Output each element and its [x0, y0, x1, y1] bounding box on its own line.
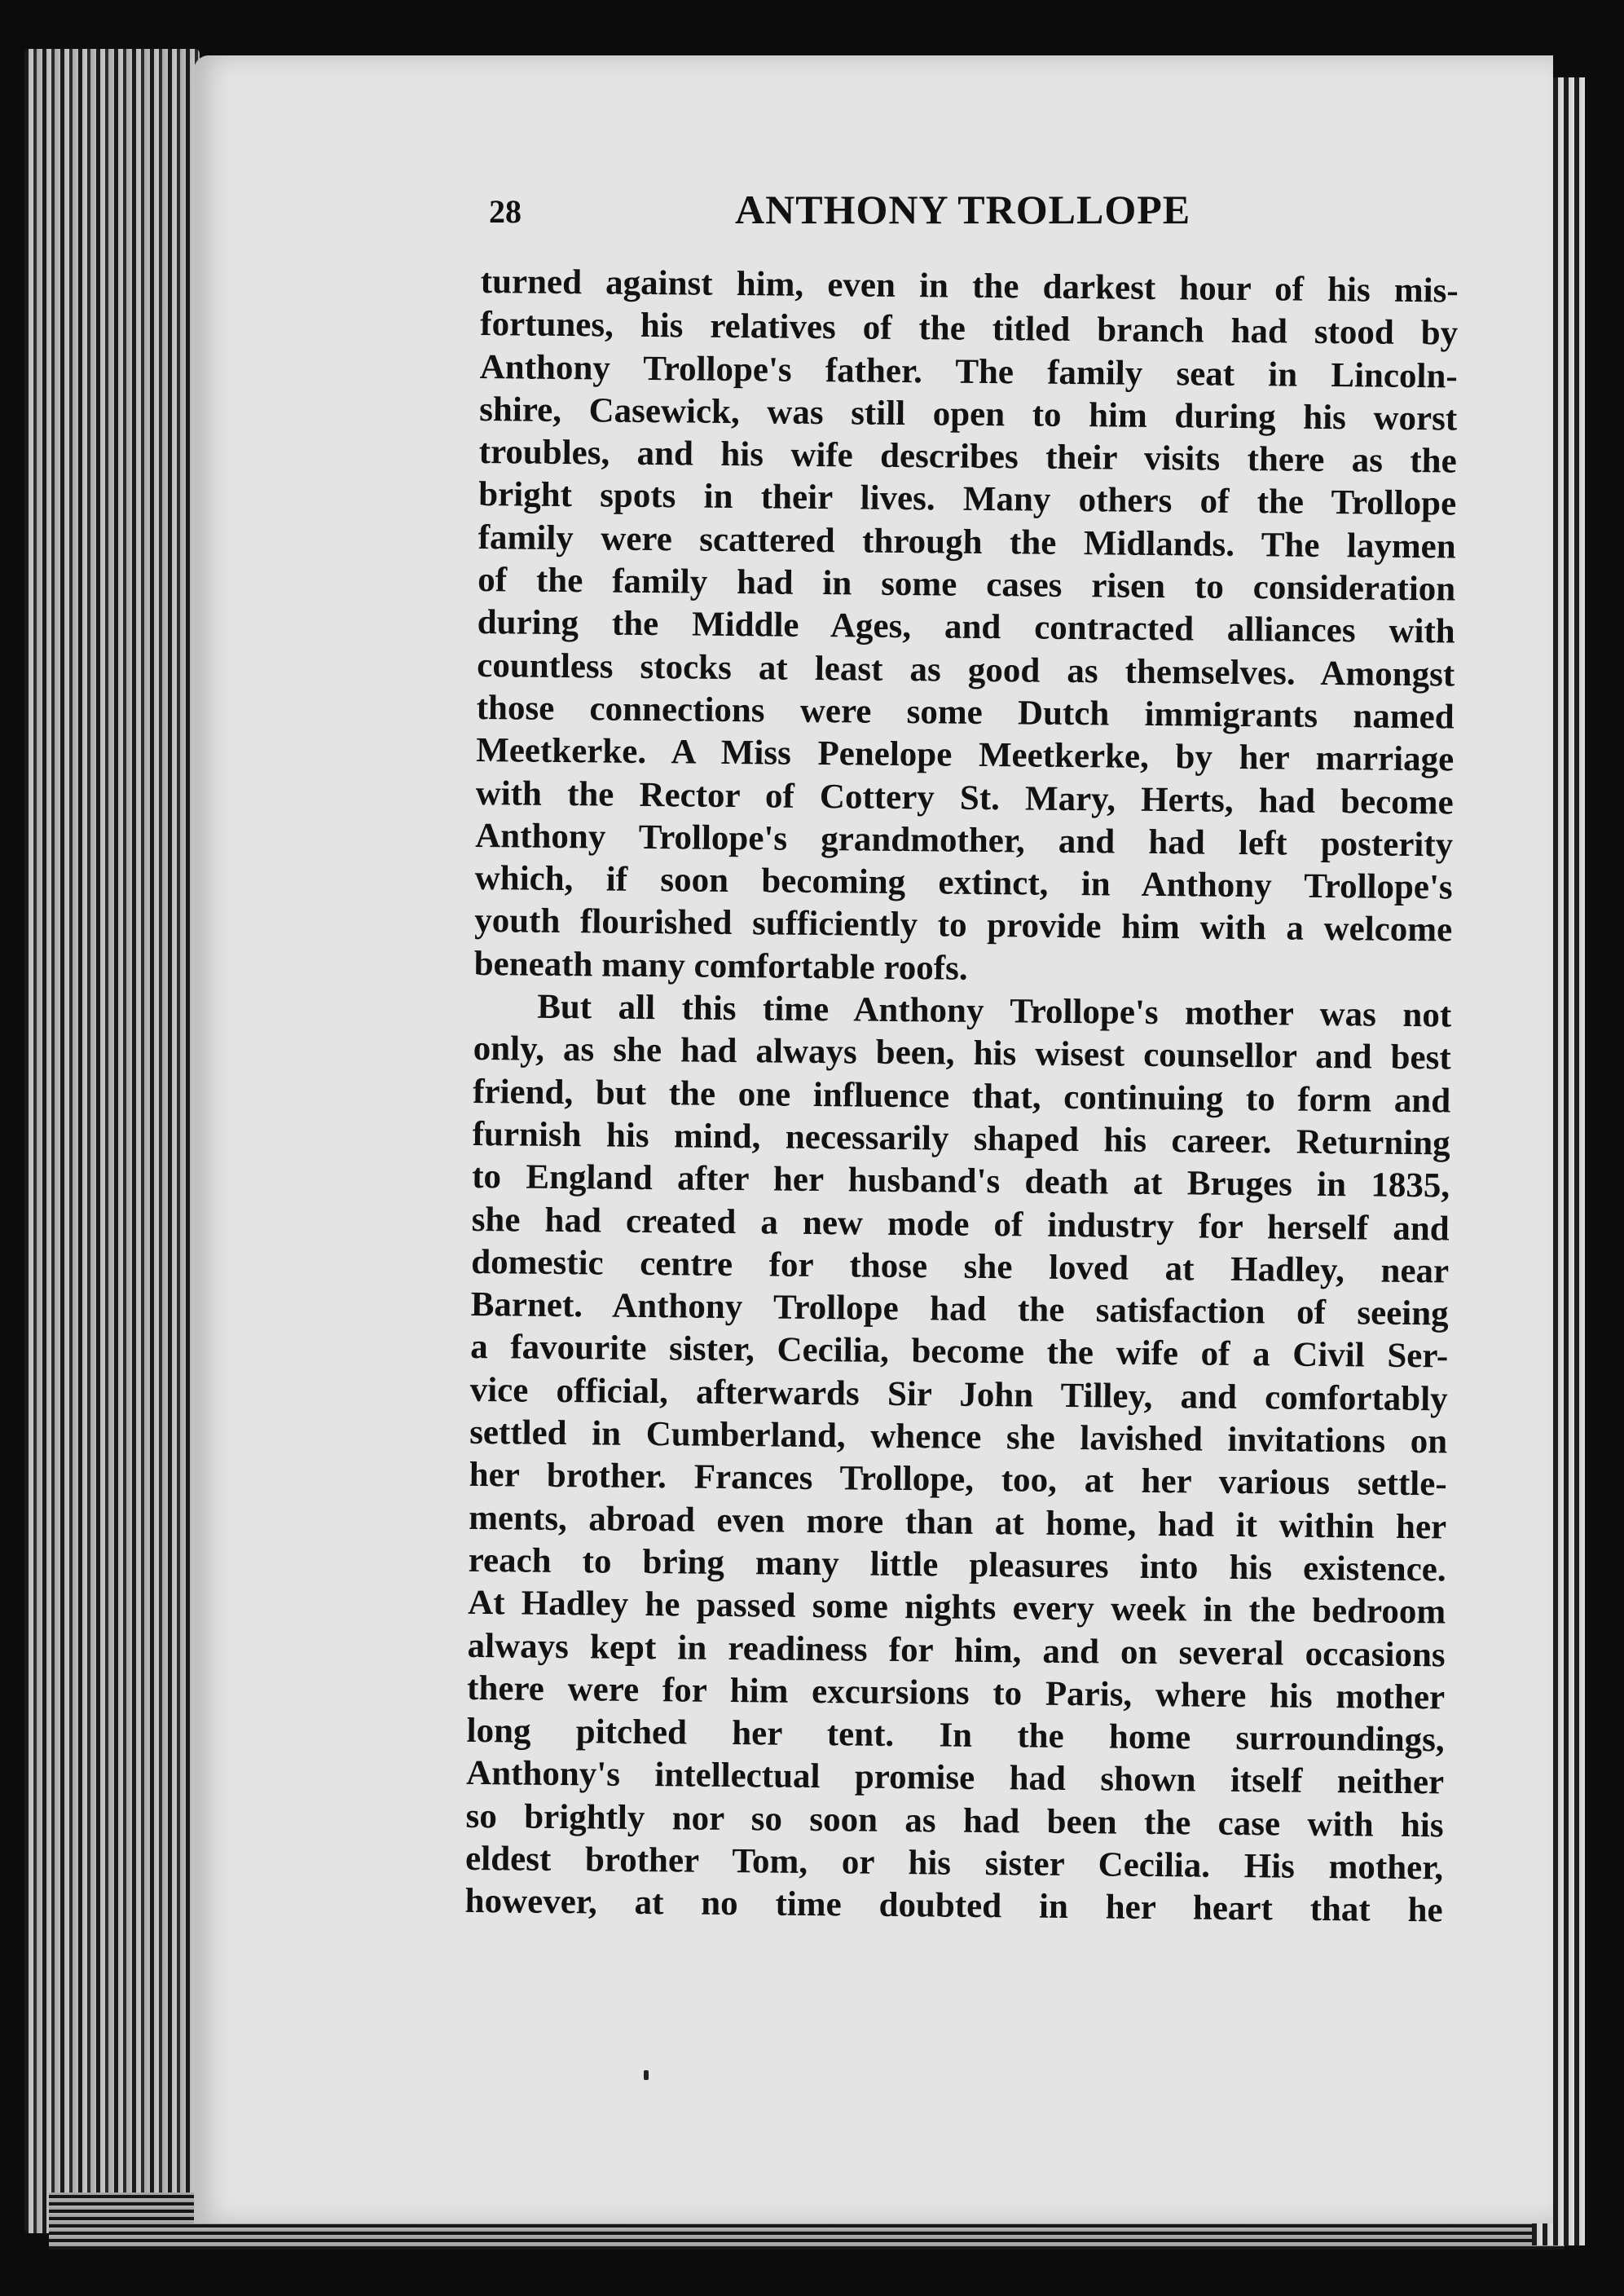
text-line: settled in Cumberland, whence she lavished invitations on [469, 1412, 1448, 1461]
text-line: family were scattered through the Midlands. The laymen [478, 518, 1456, 566]
text-line: troubles, and his wife describes their visits there as the [478, 433, 1457, 481]
text-line: those connections were some Dutch immigrants named [476, 688, 1455, 737]
text-line: during the Middle Ages, and contracted alliances with [477, 603, 1455, 651]
text-line: youth flourished sufficiently to provide him with a welcome [473, 901, 1453, 950]
text-line: she had created a new mode of industry for herself and [471, 1200, 1450, 1248]
text-line: a favourite sister, Cecilia, become the wife of a Civil Ser- [469, 1328, 1449, 1376]
text-line: turned against him, even in the darkest hour of his mis- [480, 262, 1459, 311]
text-line: bright spots in their lives. Many others of the Trollope [478, 475, 1457, 523]
page-edges-left [24, 49, 200, 2233]
text-line: domestic centre for those she loved at Hadley, near [470, 1242, 1450, 1291]
body-text [464, 261, 1459, 1932]
running-head: ANTHONY TROLLOPE [735, 187, 1191, 232]
text-line: always kept in readiness for him, and on several occasions [467, 1626, 1446, 1674]
ink-speck [644, 2070, 649, 2080]
text-line: beneath many comfortable roofs. [473, 944, 968, 988]
text-line: At Hadley he passed some nights every week in the bedroom [467, 1584, 1446, 1632]
page-header [489, 186, 1239, 251]
text-line: furnish his mind, necessarily shaped his career. Returning [472, 1114, 1450, 1163]
text-line: fortunes, his relatives of the titled branch had stood by [480, 305, 1459, 353]
text-line: countless stocks at least as good as themselves. Amongst [477, 646, 1455, 694]
text-line: her brother. Frances Trollope, too, at her various settle- [469, 1456, 1447, 1504]
page-number: 28 [489, 193, 522, 230]
text-line: reach to bring many little pleasures into his existence. [468, 1540, 1446, 1589]
text-line: with the Rector of Cottery St. Mary, Herts, had become [475, 773, 1454, 822]
text-line: But all this time Anthony Trollope's mother was not [536, 987, 1452, 1035]
text-line: however, at no time doubted in her heart that he [464, 1882, 1443, 1930]
text-line: Barnet. Anthony Trollope had the satisfaction of seeing [470, 1285, 1449, 1333]
text-line: Anthony Trollope's grandmother, and had left posterity [475, 816, 1454, 865]
text-line: long pitched her tent. In the home surroundings, [466, 1712, 1445, 1760]
text-line: to England after her husband's death at Bruges in 1835, [471, 1157, 1450, 1205]
text-line: so brightly nor so soon as had been the case with his [465, 1796, 1444, 1845]
text-line: vice official, afterwards Sir John Tilley, and comfortably [469, 1370, 1448, 1419]
text-line: friend, but the one influence that, continuing to form and [472, 1072, 1451, 1121]
text-line: shire, Casewick, was still open to him during his worst [479, 390, 1458, 438]
text-line: only, as she had always been, his wisest counsellor and best [473, 1029, 1451, 1077]
text-line: Meetkerke. A Miss Penelope Meetkerke, by her marriage [476, 731, 1455, 779]
text-line: of the family had in some cases risen to consideration [478, 561, 1456, 609]
text-line: there were for him excursions to Paris, where his mother [466, 1668, 1446, 1717]
text-line: ments, abroad even more than at home, had it within her [468, 1498, 1447, 1547]
text-line: which, if soon becoming extinct, in Anthony Trollope's [474, 859, 1453, 907]
text-line: Anthony Trollope's father. The family seat in Lincoln- [479, 347, 1458, 396]
text-line: eldest brother Tom, or his sister Cecilia. His mother, [464, 1839, 1444, 1888]
text-line: Anthony's intellectual promise had shown itself neither [465, 1754, 1445, 1802]
